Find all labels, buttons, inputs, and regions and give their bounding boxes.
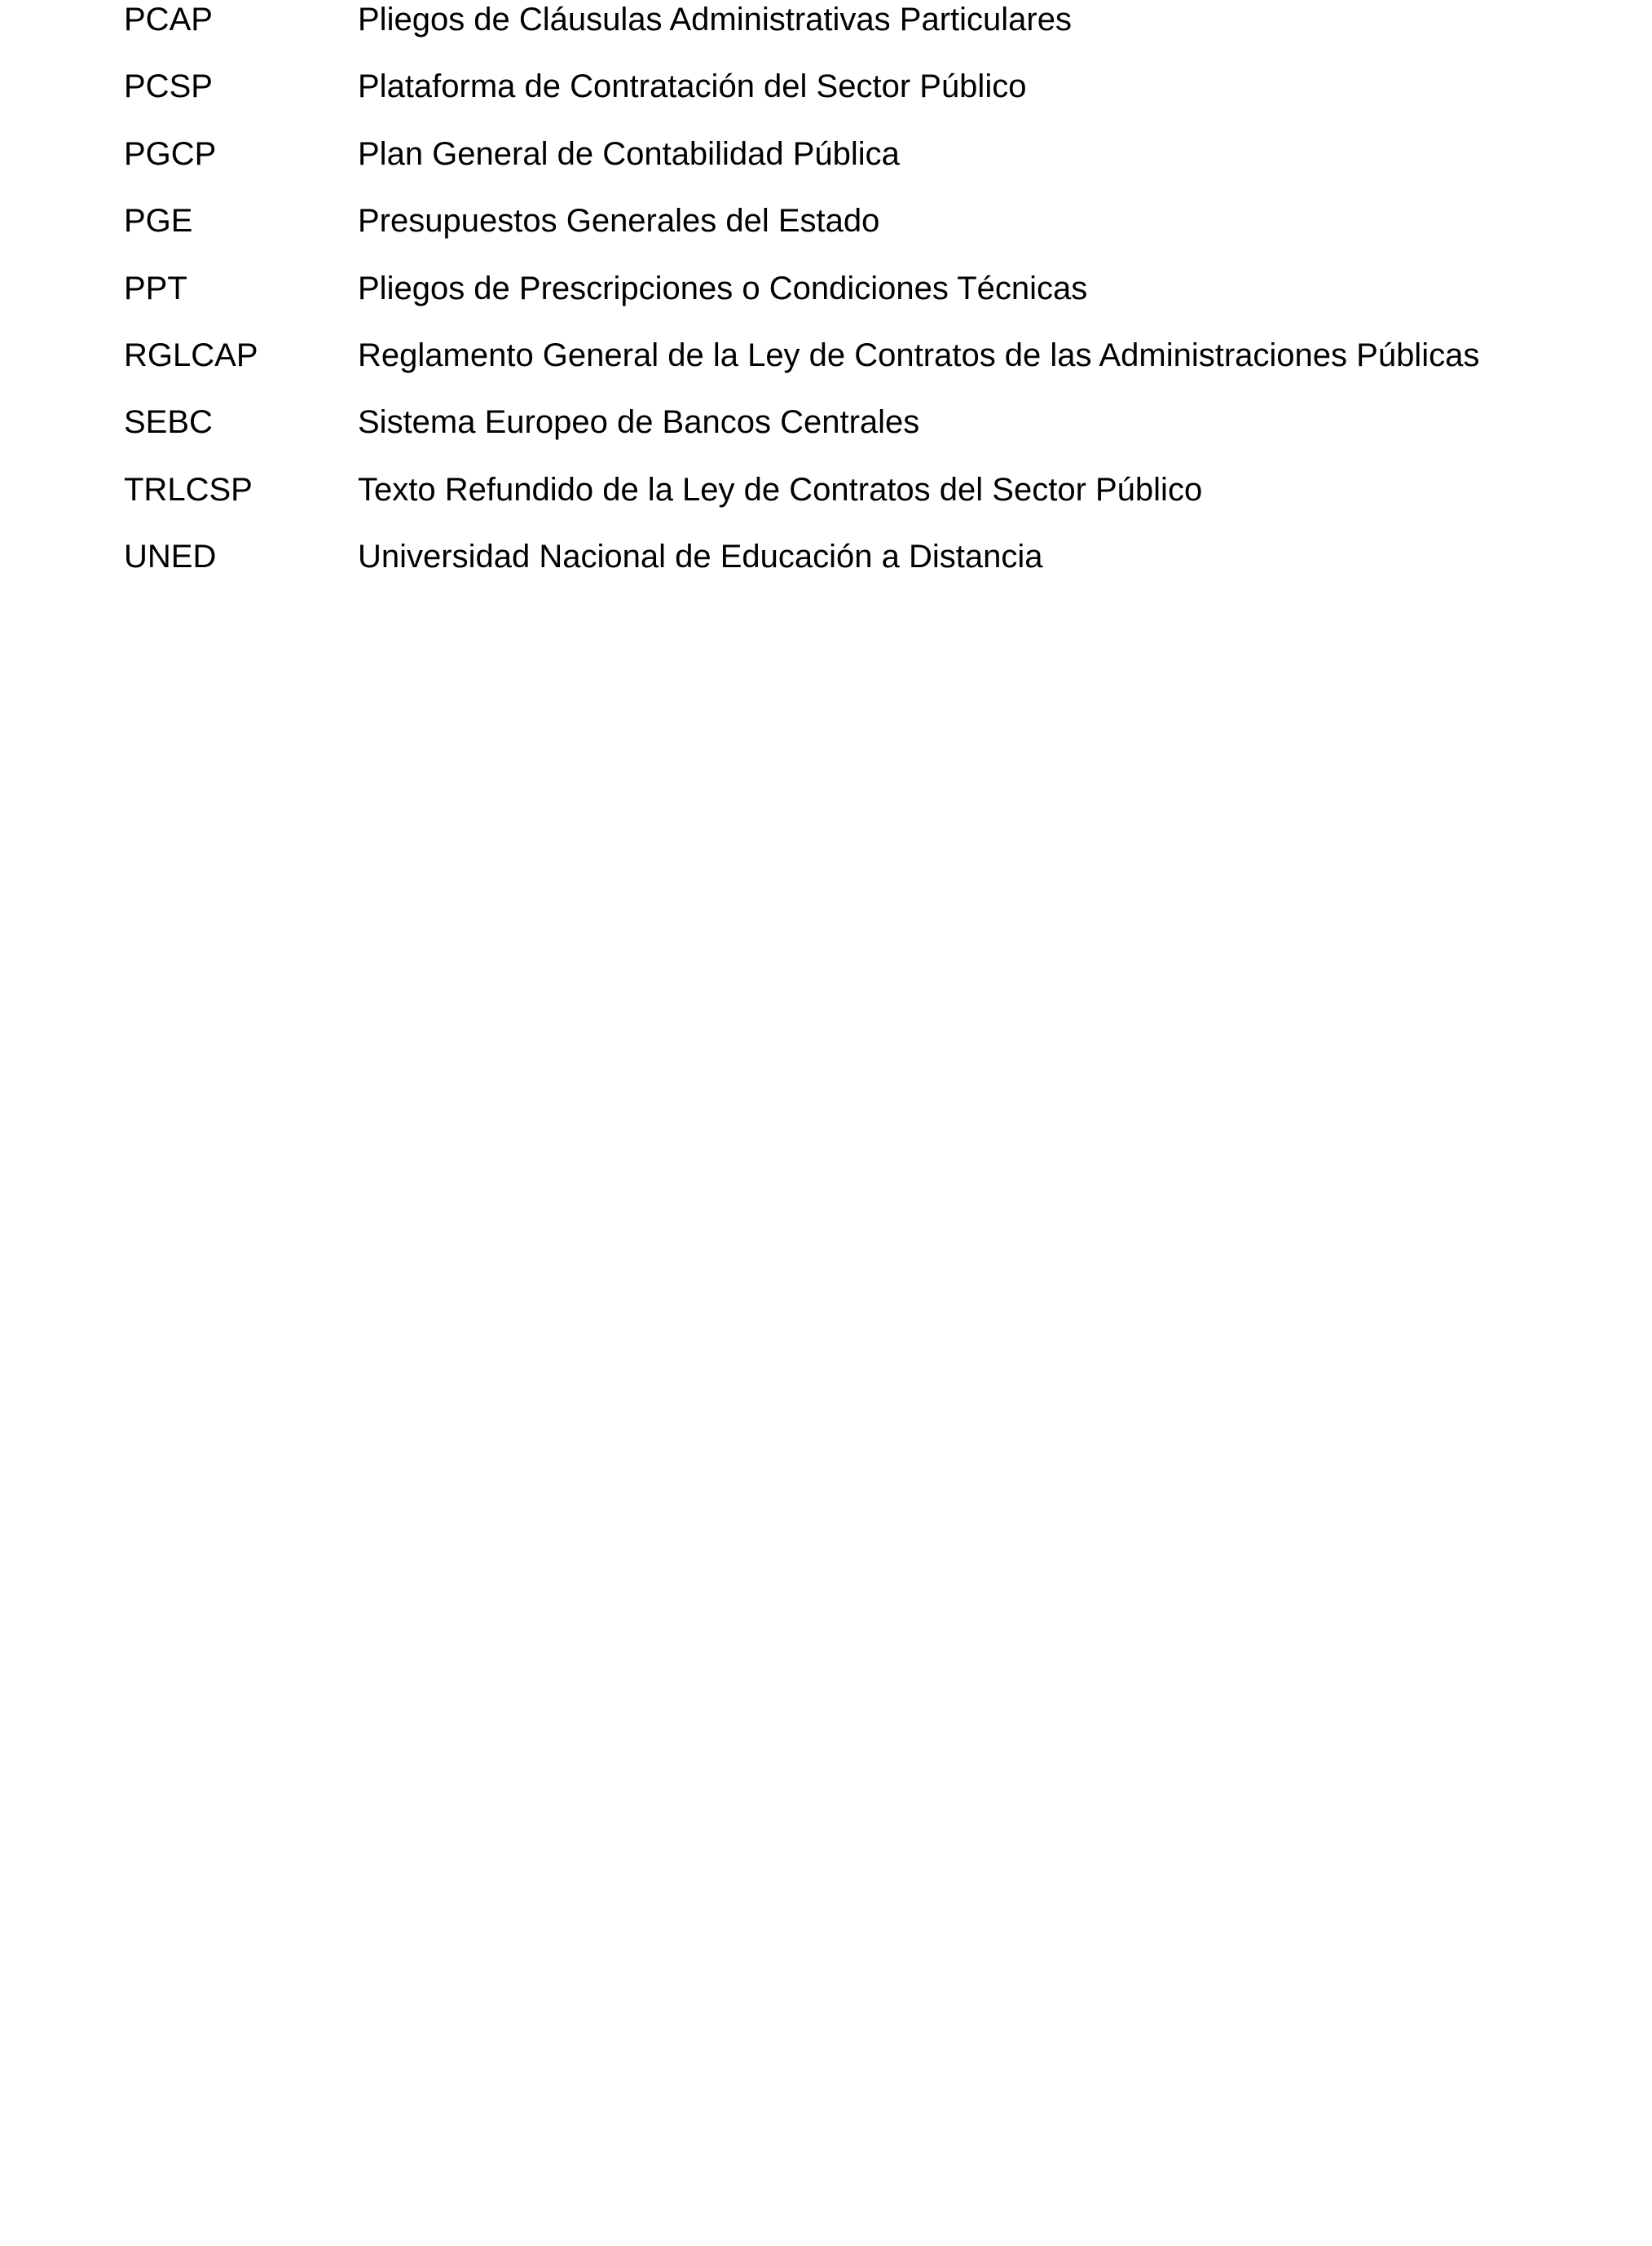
abbreviation-meaning: Pliegos de Prescripciones o Condiciones Técnicas <box>358 270 1088 306</box>
abbreviation-code: UNED <box>124 539 217 575</box>
abbreviation-row <box>124 336 1591 403</box>
abbreviation-row <box>124 0 1591 67</box>
abbreviation-meaning: Sistema Europeo de Bancos Centrales <box>358 404 920 441</box>
abbreviation-code: PGE <box>124 203 193 240</box>
abbreviation-meaning: Presupuestos Generales del Estado <box>358 203 880 240</box>
abbreviation-code: PCSP <box>124 68 213 105</box>
abbreviation-meaning: Reglamento General de la Ley de Contratos de las Administraciones Públicas <box>358 337 1480 373</box>
abbreviation-row <box>124 537 1591 604</box>
abbreviation-code: PPT <box>124 270 187 306</box>
abbreviation-code: TRLCSP <box>124 471 253 508</box>
abbreviation-row <box>124 269 1591 336</box>
abbreviation-row <box>124 201 1591 268</box>
abbreviation-row <box>124 403 1591 469</box>
abbreviation-code: RGLCAP <box>124 337 258 373</box>
abbreviation-meaning: Universidad Nacional de Educación a Distancia <box>358 539 1043 575</box>
abbreviation-meaning: Pliegos de Cláusulas Administrativas Particulares <box>358 2 1072 37</box>
abbreviation-meaning: Plan General de Contabilidad Pública <box>358 135 900 172</box>
abbreviation-row <box>124 470 1591 537</box>
abbreviation-meaning: Texto Refundido de la Ley de Contratos del Sector Público <box>358 471 1203 508</box>
abbreviation-row <box>124 67 1591 134</box>
abbreviation-row <box>124 134 1591 201</box>
abbreviation-meaning: Plataforma de Contratación del Sector Público <box>358 68 1027 105</box>
abbreviation-code: PCAP <box>124 2 213 37</box>
abbreviation-list <box>124 0 1591 605</box>
abbreviation-code: SEBC <box>124 404 213 441</box>
abbreviation-code: PGCP <box>124 135 217 172</box>
